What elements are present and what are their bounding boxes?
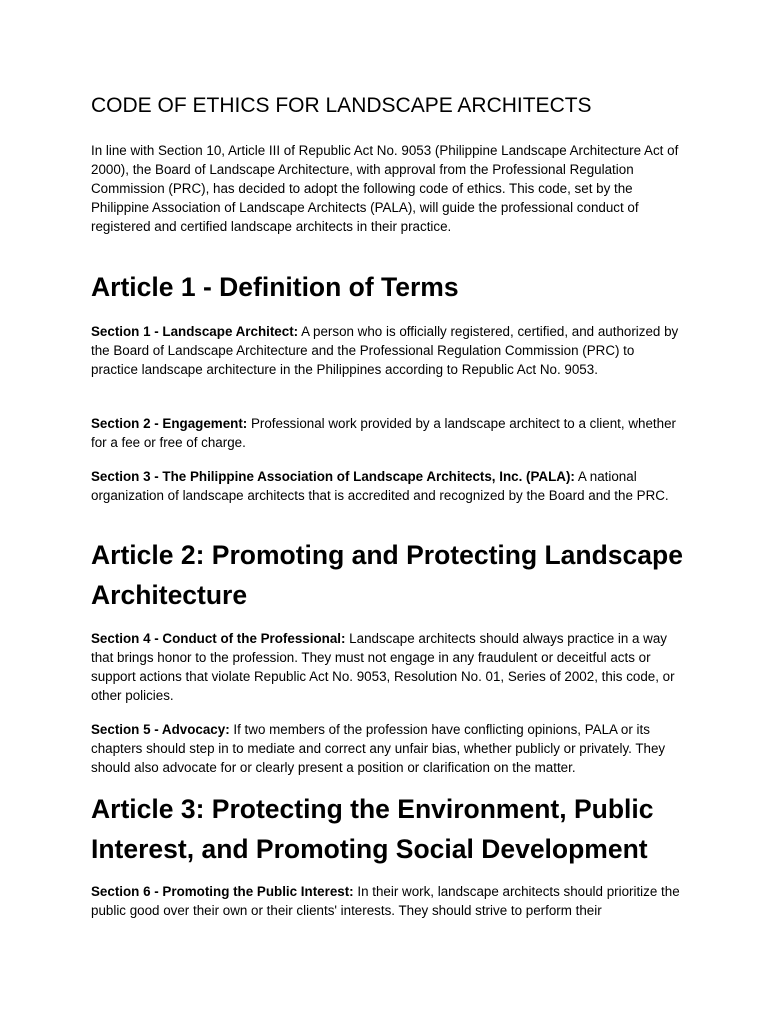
section-3-label: Section 3 - The Philippine Association of Landscape Architects, Inc. (PALA):	[91, 469, 575, 484]
section-1-paragraph	[91, 322, 681, 379]
section-5-text: If two members of the profession have conflicting opinions, PALA or its chapters should step in to mediate and correct any unfair bias, whether publicly or privately. They should also advocate for or clearly present a position or clarification on the matter.	[91, 722, 666, 775]
section-3-text: A national organization of landscape architects that is accredited and recognized by the Board and the PRC.	[91, 469, 669, 503]
intro-paragraph: In line with Section 10, Article III of Republic Act No. 9053 (Philippine Landscape Architecture Act of 2000), the Board of Landscape Architecture, with approval from the Professional Regulation Commission (PRC), has decided to adopt the following code of ethics. This code, set by the Philippine Association of Landscape Architects (PALA), will guide the professional conduct of registered and certified landscape architects in their practice.	[91, 143, 679, 234]
document-title: CODE OF ETHICS FOR LANDSCAPE ARCHITECTS	[91, 94, 592, 117]
section-2-label: Section 2 - Engagement:	[91, 416, 248, 431]
section-4-label: Section 4 - Conduct of the Professional:	[91, 631, 346, 646]
section-4-text: Landscape architects should always practice in a way that brings honor to the profession. They must not engage in any fraudulent or deceitful acts or support actions that violate Republic Act No. 9053, Resolution No. 01, Series of 2002, this code, or other policies.	[91, 631, 675, 703]
section-6-label: Section 6 - Promoting the Public Interest:	[91, 884, 354, 899]
section-2-text: Professional work provided by a landscape architect to a client, whether for a fee or free of charge.	[91, 416, 676, 450]
section-1-label: Section 1 - Landscape Architect:	[91, 324, 299, 339]
section-6-text: In their work, landscape architects should prioritize the public good over their own or their clients' interests. They should strive to perform their	[91, 884, 680, 918]
section-6-paragraph	[91, 882, 681, 920]
article-2-heading: Article 2: Promoting and Protecting Landscape Architecture	[91, 540, 683, 610]
section-5-paragraph	[91, 720, 681, 777]
section-3-paragraph	[91, 467, 681, 505]
section-2-paragraph	[91, 414, 681, 452]
section-4-paragraph	[91, 629, 681, 705]
article-1-heading: Article 1 - Definition of Terms	[91, 272, 459, 302]
article-3-heading: Article 3: Protecting the Environment, Public Interest, and Promoting Social Development	[91, 794, 654, 864]
section-5-label: Section 5 - Advocacy:	[91, 722, 230, 737]
section-1-text: A person who is officially registered, certified, and authorized by the Board of Landscape Architecture and the Professional Regulation Commission (PRC) to practice landscape architecture in the Philippines according to Republic Act No. 9053.	[91, 324, 679, 377]
